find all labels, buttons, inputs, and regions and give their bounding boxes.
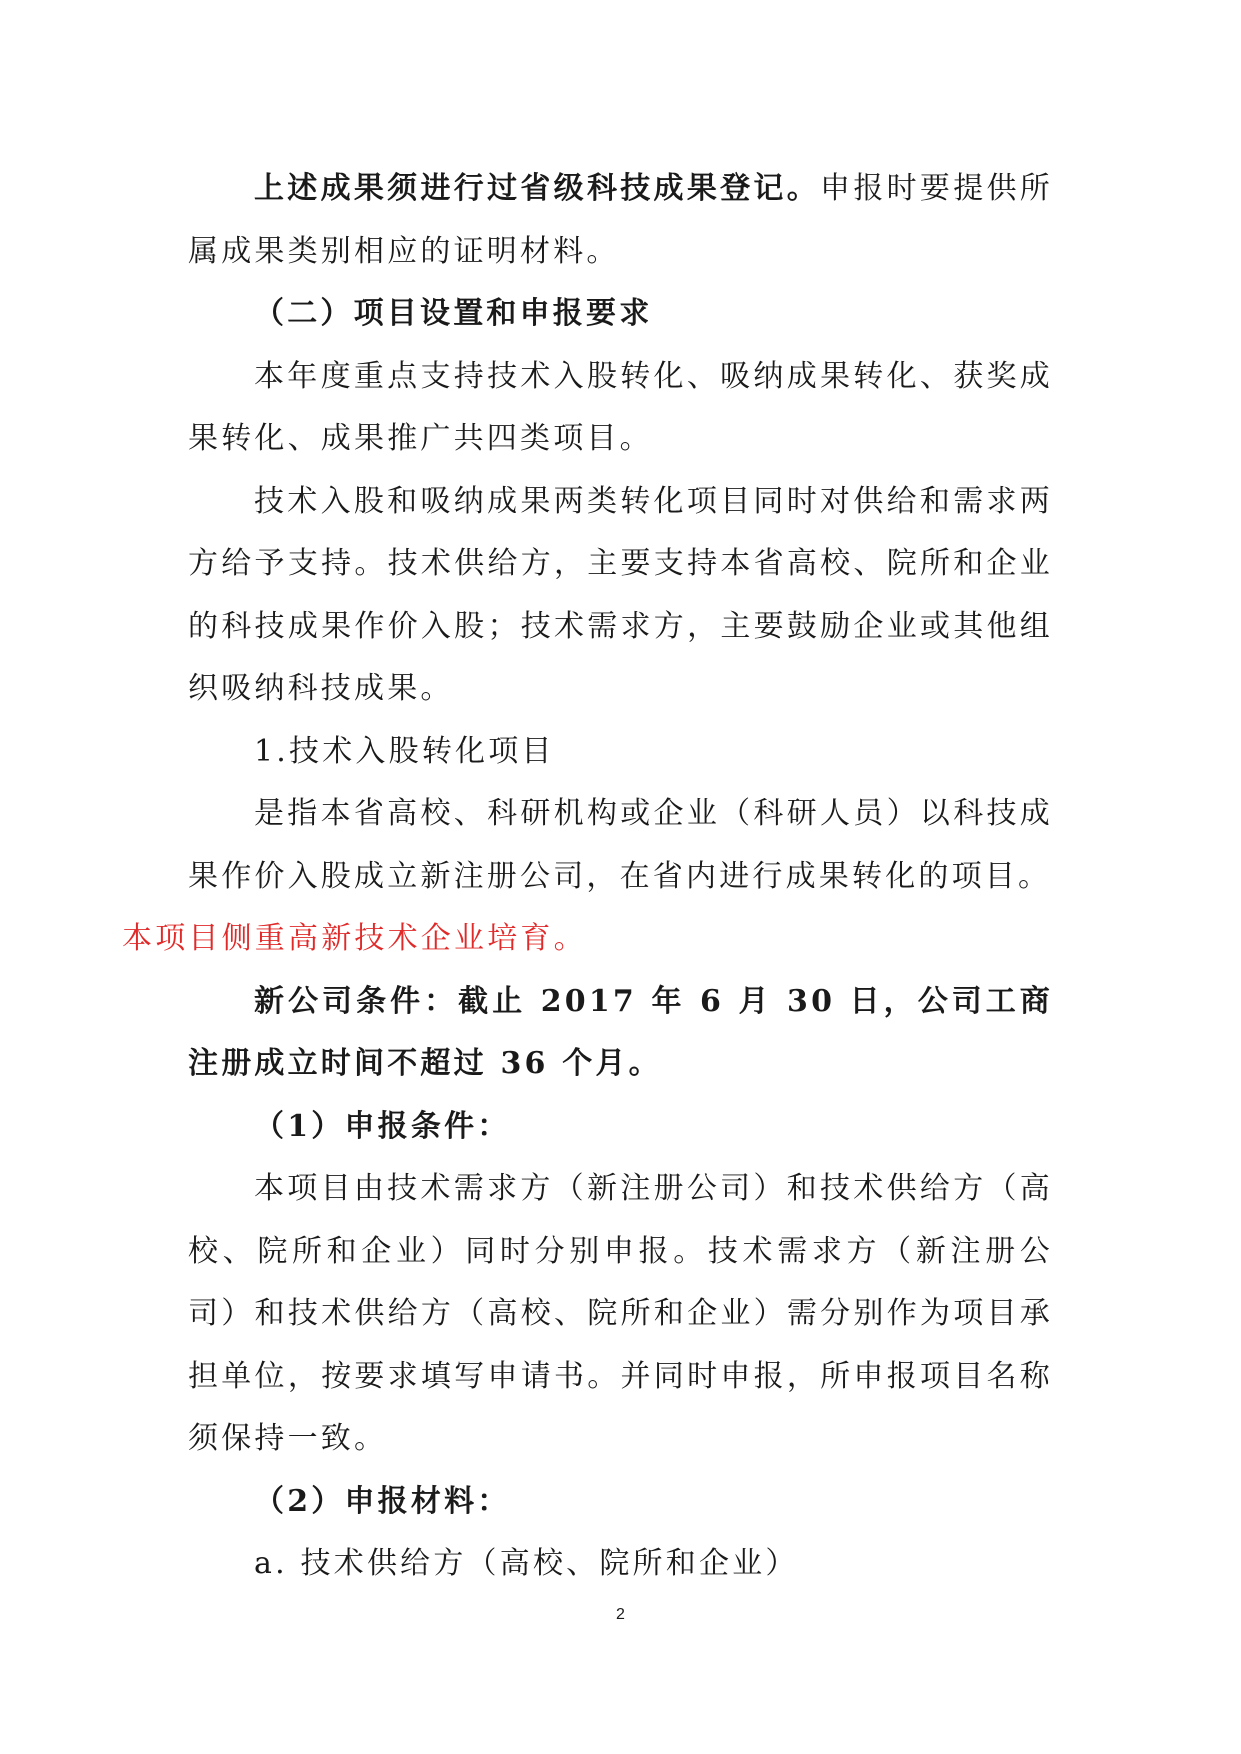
- subheading-tech-equity-project: 1.技术入股转化项目: [254, 733, 555, 769]
- registration-requirement-bold: 上述成果须进行过省级科技成果登记。: [254, 171, 821, 206]
- page-number: 2: [616, 1606, 625, 1623]
- paragraph-materials-item-a: a. 技术供给方（高校、院所和企业）: [254, 1546, 799, 1581]
- document-body: [122, 158, 1054, 1596]
- paragraph-application-conditions: 本项目由技术需求方（新注册公司）和技术供给方（高校、院所和企业）同时分别申报。技术需求方（新注册公司）和技术供给方（高校、院所和企业）需分别作为项目承担单位，按要求填写申请书。并同时申报，所申报项目名称须保持一致。: [188, 1171, 1053, 1456]
- registration-requirement-text: 申报时要提供所属成果类别相应的证明材料。: [188, 171, 1054, 269]
- paragraph-registration-requirement: [188, 158, 1053, 283]
- tech-equity-highlight-text: 本项目侧重高新技术企业培育。: [122, 921, 587, 956]
- subheading-application-conditions: （1）申报条件：: [254, 1108, 511, 1144]
- paragraph-tech-equity-definition: [122, 783, 1053, 971]
- paragraph-new-company-conditions: 新公司条件：截止 2017 年 6 月 30 日，公司工商注册成立时间不超过 36 个月。: [188, 983, 1053, 1081]
- section-heading-project-settings: （二）项目设置和申报要求: [254, 296, 653, 331]
- paragraph-project-types: 本年度重点支持技术入股转化、吸纳成果转化、获奖成果转化、成果推广共四类项目。: [188, 358, 1053, 456]
- paragraph-support-description: 技术入股和吸纳成果两类转化项目同时对供给和需求两方给予支持。技术供给方，主要支持本省高校、院所和企业的科技成果作价入股；技术需求方，主要鼓励企业或其他组织吸纳科技成果。: [188, 483, 1053, 706]
- tech-equity-definition-text: 是指本省高校、科研机构或企业（科研人员）以科技成果作价入股成立新注册公司，在省内进行成果转化的项目。: [188, 796, 1053, 894]
- subheading-application-materials: （2）申报材料：: [254, 1483, 511, 1519]
